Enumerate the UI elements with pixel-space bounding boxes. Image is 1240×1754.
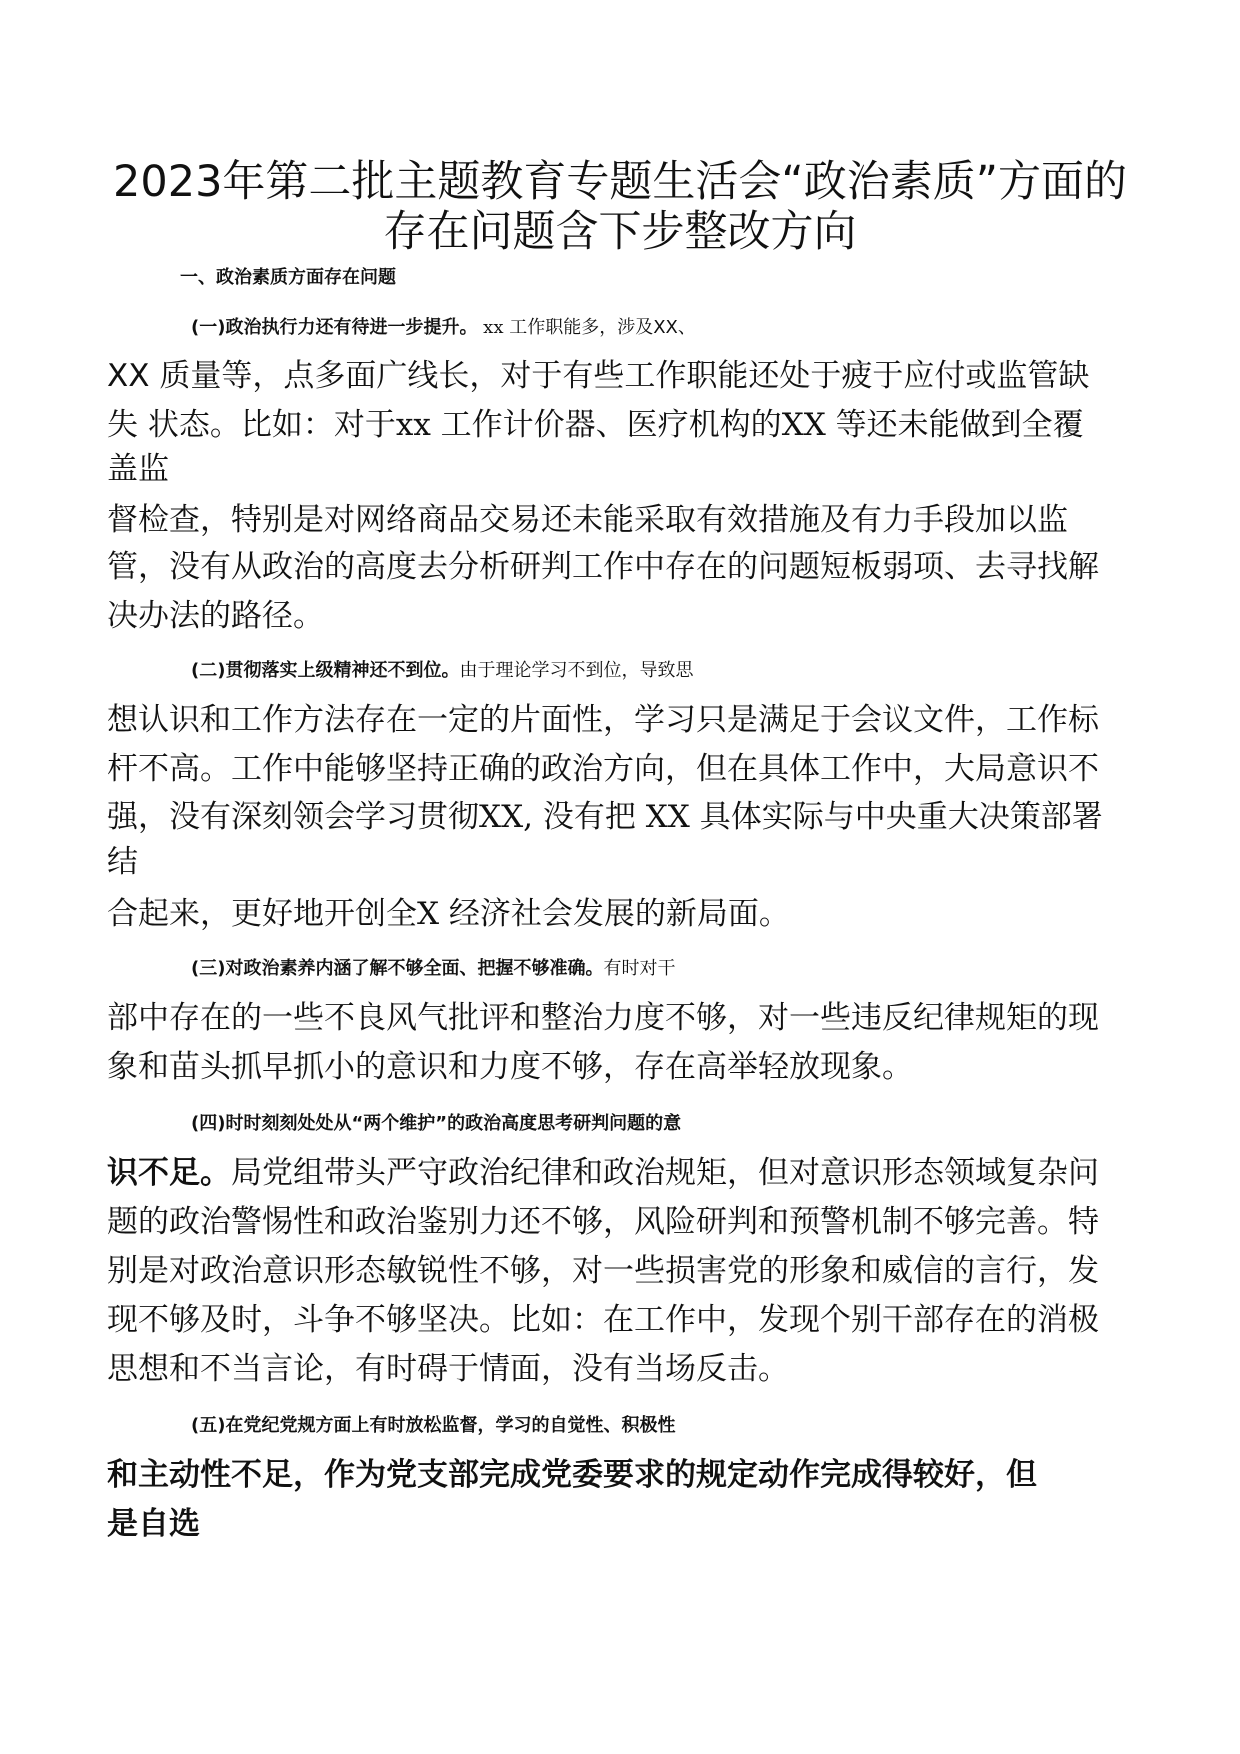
paragraph-5-line-2: 和主动性不足，作为党支部完成党委要求的规定动作完成得较好，但 bbox=[107, 1457, 1037, 1493]
document-title-line-2: 存在问题含下步整改方向 bbox=[383, 207, 857, 257]
paragraph-4-line-5: 现不够及时，斗争不够坚决。比如：在工作中，发现个别干部存在的消极 bbox=[107, 1302, 1099, 1338]
paragraph-5-line-3: 是自选 bbox=[107, 1506, 200, 1542]
paragraph-2-line-2: 想认识和工作方法存在一定的片面性，学习只是满足于会议文件，工作标 bbox=[107, 702, 1099, 738]
document-title-line-1: 2023年第二批主题教育专题生活会“政治素质”方面的 bbox=[113, 157, 1127, 207]
paragraph-4-lead: (四)时时刻刻处处从“两个维护”的政治高度思考研判问题的意 bbox=[191, 1113, 682, 1134]
paragraph-1-line-3 bbox=[107, 405, 1147, 445]
paragraph-4-lead-end: 识不足。 bbox=[107, 1155, 231, 1191]
paragraph-1-text: XX bbox=[781, 407, 826, 443]
paragraph-1-line-6: 管，没有从政治的高度去分析研判工作中存在的问题短板弱项、去寻找解 bbox=[107, 549, 1099, 585]
paragraph-2-text: 强，没有深刻领会学习贯彻 bbox=[107, 799, 479, 835]
paragraph-2-text: XX, bbox=[479, 799, 533, 835]
paragraph-1-line-2: XX 质量等，点多面广线长，对于有些工作职能还处于疲于应付或监管缺 bbox=[107, 358, 1090, 394]
paragraph-3-line-3: 象和苗头抓早抓小的意识和力度不够，存在高举轻放现象。 bbox=[107, 1049, 913, 1085]
paragraph-1-lead: (一)政治执行力还有待进一步提升。 bbox=[191, 317, 478, 338]
paragraph-1-line-1 bbox=[191, 308, 1231, 348]
paragraph-2-text: 由于理论学习不到位，导致思 bbox=[459, 660, 694, 681]
paragraph-2-line-4 bbox=[107, 797, 1147, 837]
paragraph-1-line-4: 盖监 bbox=[107, 451, 169, 487]
paragraph-2-line-6 bbox=[107, 894, 1147, 934]
paragraph-1-text: xx bbox=[477, 317, 510, 338]
paragraph-1-text: 工作计价器、医疗机构的 bbox=[430, 407, 782, 443]
paragraph-5-line-1: (五)在党纪党规方面上有时放松监督，学习的自觉性、积极性 bbox=[191, 1415, 676, 1436]
paragraph-4-line-2 bbox=[107, 1153, 1147, 1193]
paragraph-4-line-3: 题的政治警惕性和政治鉴别力还不够，风险研判和预警机制不够完善。特 bbox=[107, 1204, 1099, 1240]
paragraph-3-line-2: 部中存在的一些不良风气批评和整治力度不够，对一些违反纪律规矩的现 bbox=[107, 1000, 1099, 1036]
paragraph-1-line-7: 决办法的路径。 bbox=[107, 598, 324, 634]
paragraph-1-text: 工作职能多，涉及XX、 bbox=[509, 317, 696, 338]
paragraph-2-text: X bbox=[417, 896, 440, 932]
paragraph-2-line-5: 结 bbox=[107, 844, 138, 880]
paragraph-2-text: XX bbox=[645, 799, 690, 835]
paragraph-4-text: 局党组带头严守政治纪律和政治规矩，但对意识形态领域复杂问 bbox=[231, 1155, 1099, 1191]
paragraph-3-text: 有时对干 bbox=[603, 958, 676, 979]
paragraph-2-line-1 bbox=[191, 651, 1231, 691]
paragraph-3-lead: (三)对政治素养内涵了解不够全面、把握不够准确。 bbox=[191, 958, 604, 979]
paragraph-2-text: 具体实际与中央重大决策部署 bbox=[689, 799, 1103, 835]
paragraph-2-text: 没有把 bbox=[533, 799, 646, 835]
paragraph-1-text: 等还未能做到全覆 bbox=[825, 407, 1084, 443]
paragraph-3-line-1 bbox=[191, 949, 1231, 989]
paragraph-2-text: 合起来，更好地开创全 bbox=[107, 896, 417, 932]
paragraph-4-line-4: 别是对政治意识形态敏锐性不够，对一些损害党的形象和威信的言行，发 bbox=[107, 1253, 1099, 1289]
paragraph-2-line-3: 杆不高。工作中能够坚持正确的政治方向，但在具体工作中，大局意识不 bbox=[107, 751, 1099, 787]
paragraph-2-lead: (二)贯彻落实上级精神还不到位。 bbox=[191, 660, 460, 681]
paragraph-1-text: 失 状态。比如：对于 bbox=[107, 407, 396, 443]
paragraph-2-text: 经济社会发展的新局面。 bbox=[439, 896, 790, 932]
paragraph-1-line-5: 督检查，特别是对网络商品交易还未能采取有效措施及有力手段加以监 bbox=[107, 502, 1068, 538]
paragraph-4-line-6: 思想和不当言论，有时碍于情面，没有当场反击。 bbox=[107, 1351, 789, 1387]
section-heading: 一、政治素质方面存在问题 bbox=[180, 267, 396, 288]
paragraph-1-text: xx bbox=[395, 407, 431, 443]
